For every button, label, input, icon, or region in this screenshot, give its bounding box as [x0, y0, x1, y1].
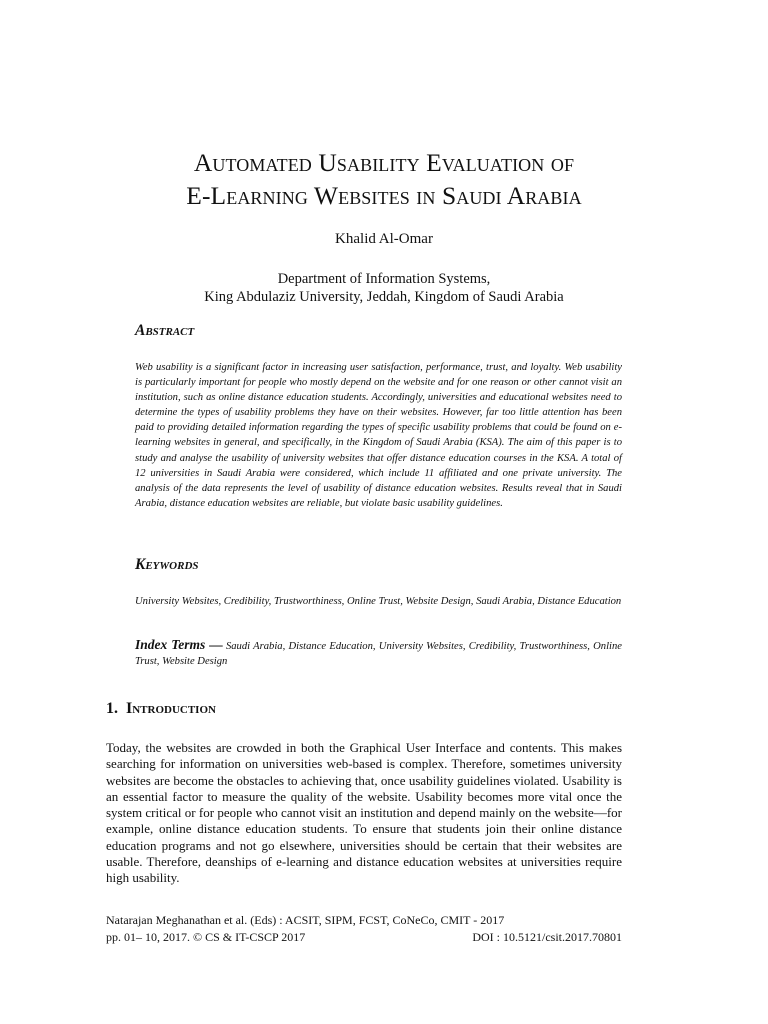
index-terms-label: Index Terms — [135, 637, 223, 652]
footer-doi: DOI : 10.5121/csit.2017.70801 [472, 930, 622, 944]
keywords-heading: Keywords [135, 556, 199, 573]
affiliation-line-2: King Abdulaziz University, Jeddah, Kingdom of Saudi Arabia [204, 289, 564, 305]
paper-title [0, 146, 768, 212]
keywords-text: University Websites, Credibility, Trustworthiness, Online Trust, Website Design, Saudi Arabia, Distance Education [135, 596, 622, 607]
footer-row [106, 929, 622, 946]
author-name: Khalid Al-Omar [335, 231, 433, 247]
section-number: 1. [106, 700, 118, 717]
abstract-heading: Abstract [135, 322, 195, 339]
index-terms-text: Saudi Arabia, Distance Education, University Websites, Credibility, Trustworthiness, Online Trust, Website Design [135, 641, 622, 667]
title-line-2: E-Learning Websites in Saudi Arabia [186, 181, 582, 210]
section-title: Introduction [126, 700, 216, 717]
title-line-1: Automated Usability Evaluation of [193, 148, 575, 177]
index-terms [135, 637, 622, 669]
page-footer [106, 912, 622, 946]
affiliation [0, 270, 768, 306]
introduction-heading [106, 700, 216, 718]
introduction-text: Today, the websites are crowded in both the Graphical User Interface and contents. This makes searching for information on universities web-based is complex. Therefore, sometimes university websites are become the obstacles to achieving that, once usability guidelines violated. Usability is an essential factor to measure the quality of the website. Usability becomes more vital once the system critical or for people who cannot visit an institution and depend mainly on the website—for example, online distance education students. To ensure that students join their online distance education programs and not go elsewhere, universities should be certain that their websites are usable. Therefore, deanships of e-learning and distance education websites at universities require high usability. [106, 740, 622, 886]
abstract-text: Web usability is a significant factor in increasing user satisfaction, performance, trust, and loyalty. Web usability is particularly important for people who mostly depend on the website and for one reason or other cannot visit an institution, such as online distance education students. Accordingly, universities and educational websites need to determine the types of usability problems they have on their websites. However, far too little attention has been paid to providing detailed information regarding the types of specific usability problems that could be found on e-learning websites in general, and specifically, in the Kingdom of Saudi Arabia (KSA). The aim of this paper is to study and analyse the usability of university websites that offer distance education courses in the KSA. A total of 12 universities in Saudi Arabia were considered, which include 11 affiliated and one private university. The analysis of the data represents the level of usability of distance education websites. Results reveal that in Saudi Arabia, distance education websites are reliable, but violate basic usability guidelines. [135, 362, 622, 509]
affiliation-line-1: Department of Information Systems, [277, 271, 491, 287]
footer-proceedings: Natarajan Meghanathan et al. (Eds) : ACSIT, SIPM, FCST, CoNeCo, CMIT - 2017 [106, 913, 505, 927]
footer-pages: pp. 01– 10, 2017. © CS & IT-CSCP 2017 [106, 930, 306, 944]
